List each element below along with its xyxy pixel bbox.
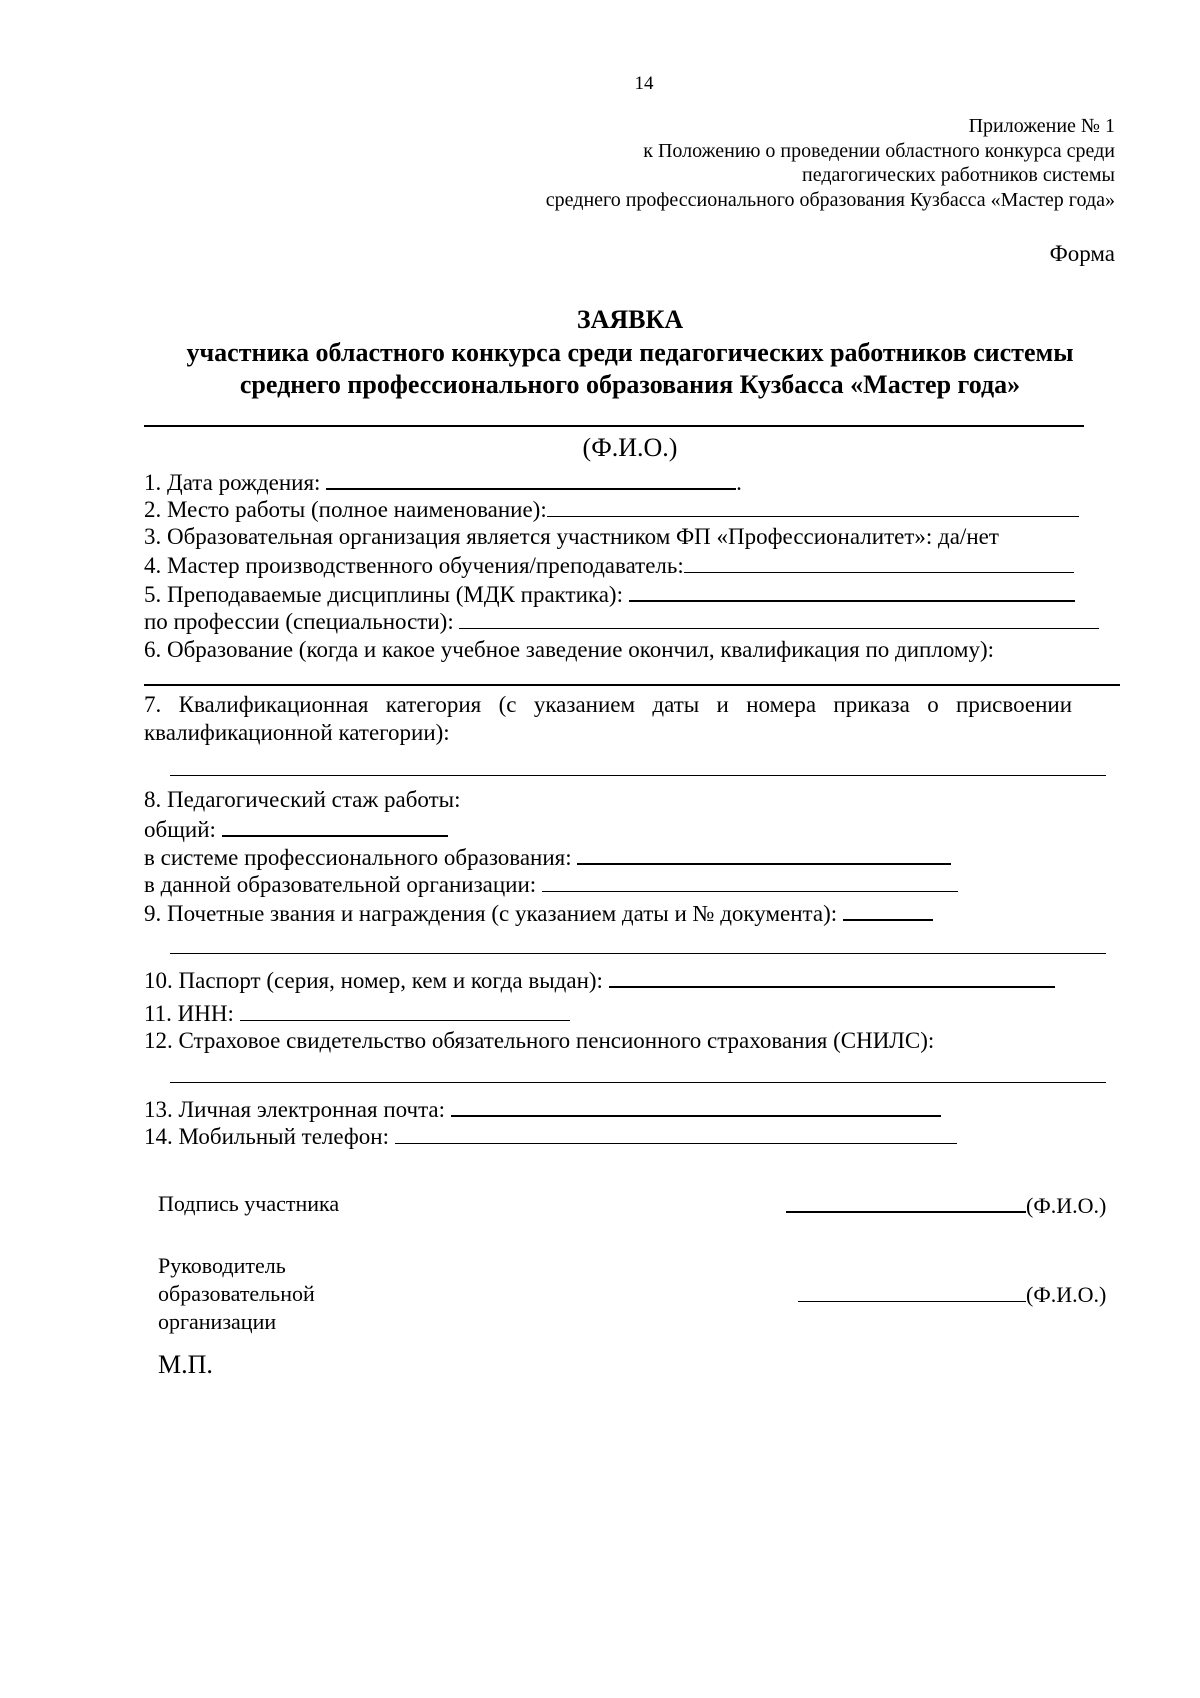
- disciplines-row: [144, 580, 1075, 608]
- inn-field[interactable]: [240, 1000, 570, 1021]
- phone-label: 14. Мобильный телефон:: [144, 1124, 390, 1149]
- education-row: 6. Образование (когда и какое учебное заведение окончил, квалификация по диплому):: [144, 637, 995, 662]
- annex-note: [546, 114, 1115, 212]
- position-field[interactable]: [684, 552, 1074, 573]
- birth-date-field[interactable]: [326, 468, 736, 490]
- phone-row: [144, 1123, 957, 1150]
- head-label-line: образовательной: [158, 1281, 315, 1306]
- position-label: 4. Мастер производственного обучения/преподаватель:: [144, 553, 684, 578]
- profession-label: по профессии (специальности):: [144, 609, 454, 634]
- experience-total-field[interactable]: [222, 815, 448, 837]
- annex-line: к Положению о проведении областного конкурса среди: [643, 139, 1115, 162]
- head-signature-field[interactable]: [798, 1281, 1026, 1302]
- birth-date-label: 1. Дата рождения:: [144, 470, 321, 495]
- email-field[interactable]: [451, 1095, 941, 1117]
- experience-total-label: общий:: [144, 817, 216, 842]
- email-label: 13. Личная электронная почта:: [144, 1097, 446, 1122]
- experience-total-row: [144, 815, 448, 843]
- category-row: 7. Квалификационная категория (с указанием даты и номера приказа о присвоении: [144, 692, 1072, 717]
- profession-field[interactable]: [459, 608, 1099, 629]
- document-subtitle: среднего профессионального образования Кузбасса «Мастер года»: [239, 370, 1021, 399]
- period: .: [736, 470, 742, 495]
- workplace-field[interactable]: [547, 496, 1079, 517]
- head-signature-row: [798, 1281, 1106, 1308]
- experience-org-row: [144, 871, 958, 898]
- education-fill-line[interactable]: [144, 684, 1120, 686]
- position-row: [144, 552, 1074, 579]
- passport-row: [144, 966, 1055, 994]
- experience-spo-row: [144, 843, 951, 871]
- phone-field[interactable]: [395, 1123, 957, 1144]
- experience-org-field[interactable]: [542, 871, 958, 892]
- disciplines-label: 5. Преподаваемые дисциплины (МДК практика):: [144, 582, 623, 607]
- workplace-label: 2. Место работы (полное наименование):: [144, 497, 547, 522]
- passport-field[interactable]: [609, 966, 1055, 988]
- participant-signature-row: [786, 1191, 1106, 1219]
- participant-fio-caption: (Ф.И.О.): [1026, 1193, 1107, 1218]
- snils-fill-line[interactable]: [170, 1082, 1106, 1083]
- experience-spo-label: в системе профессионального образования:: [144, 845, 572, 870]
- category-row-cont: квалификационной категории):: [144, 720, 450, 745]
- fio-fill-line[interactable]: [144, 425, 1084, 427]
- awards-label: 9. Почетные звания и награждения (с указанием даты и № документа):: [144, 901, 838, 926]
- inn-label: 11. ИНН:: [144, 1001, 234, 1026]
- workplace-row: [144, 496, 1079, 523]
- participant-signature-field[interactable]: [786, 1191, 1026, 1213]
- head-label-line: организации: [158, 1309, 277, 1334]
- email-row: [144, 1095, 941, 1123]
- birth-date-row: [144, 468, 742, 496]
- disciplines-field[interactable]: [629, 580, 1075, 602]
- annex-line: Приложение № 1: [968, 115, 1115, 137]
- form-label: Форма: [1049, 241, 1115, 266]
- participant-signature-label: Подпись участника: [158, 1191, 340, 1216]
- head-label-line: Руководитель: [158, 1253, 286, 1278]
- document-title: ЗАЯВКА: [576, 305, 684, 334]
- awards-field[interactable]: [843, 899, 933, 921]
- profession-row: [144, 608, 1099, 635]
- snils-row: 12. Страховое свидетельство обязательного пенсионного страхования (СНИЛС):: [144, 1028, 935, 1053]
- passport-label: 10. Паспорт (серия, номер, кем и когда выдан):: [144, 968, 603, 993]
- experience-org-label: в данной образовательной организации:: [144, 872, 537, 897]
- head-signature-label: [158, 1252, 315, 1336]
- head-fio-caption: (Ф.И.О.): [1026, 1282, 1107, 1307]
- page-number: 14: [634, 73, 654, 94]
- professionalitet-row: 3. Образовательная организация является участником ФП «Профессионалитет»: да/нет: [144, 524, 999, 549]
- awards-row: [144, 899, 933, 927]
- stamp-label: М.П.: [158, 1350, 213, 1379]
- experience-heading: 8. Педагогический стаж работы:: [144, 787, 461, 812]
- inn-row: [144, 1000, 570, 1027]
- experience-spo-field[interactable]: [577, 843, 951, 865]
- awards-fill-line[interactable]: [170, 953, 1106, 954]
- annex-line: среднего профессионального образования Кузбасса «Мастер года»: [545, 188, 1115, 211]
- document-subtitle: участника областного конкурса среди педагогических работников системы: [186, 338, 1074, 367]
- category-fill-line[interactable]: [170, 775, 1106, 776]
- fio-caption: (Ф.И.О.): [582, 433, 678, 462]
- annex-line: педагогических работников системы: [802, 164, 1115, 186]
